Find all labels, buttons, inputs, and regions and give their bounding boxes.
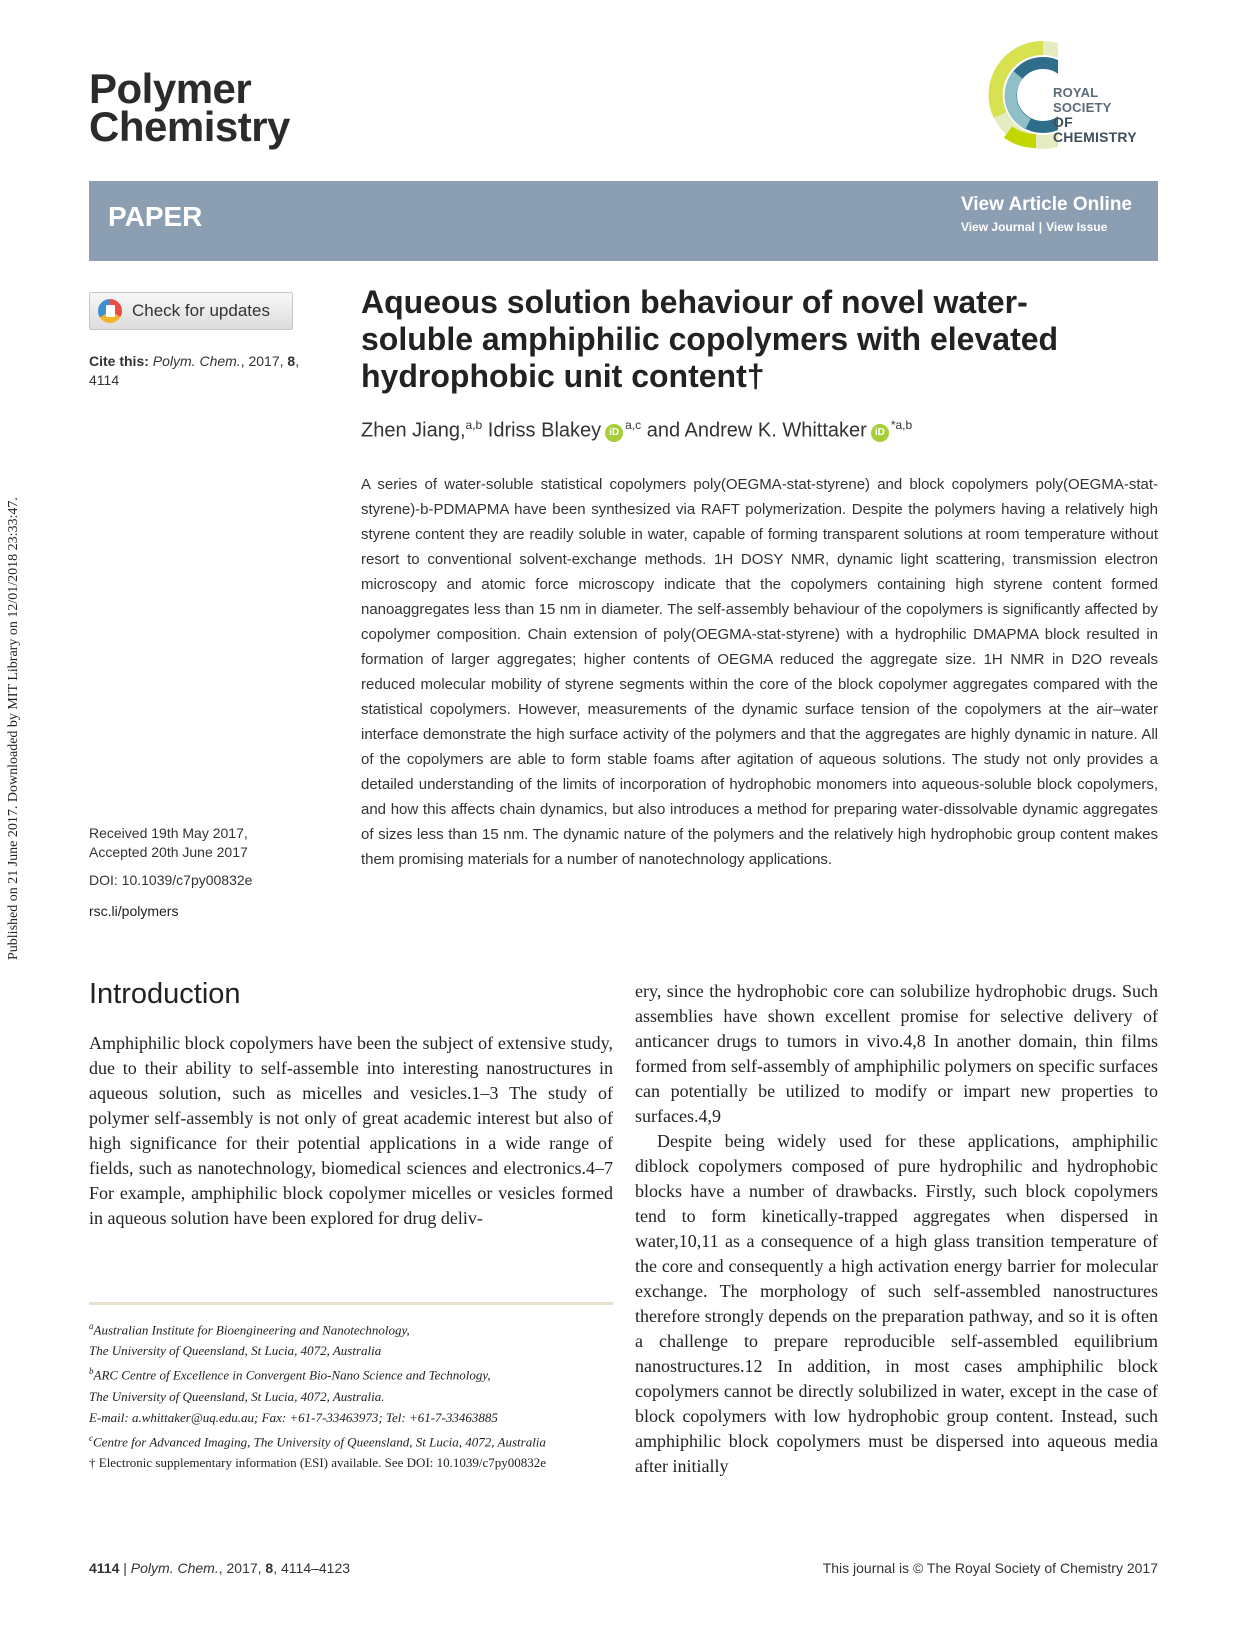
page-footer-citation	[89, 1560, 350, 1576]
affiliation-a-mark: a	[89, 1321, 94, 1331]
download-note-text: Published on 21 June 2017. Downloaded by MIT Library on 12/01/2018 23:33:47.	[6, 497, 21, 960]
article-links	[961, 194, 1132, 234]
affiliation-c	[89, 1428, 613, 1452]
cite-journal: Polym. Chem.	[152, 353, 241, 369]
check-for-updates-label: Check for updates	[132, 301, 270, 320]
crossmark-icon	[98, 299, 122, 323]
accepted-date: Accepted 20th June 2017	[89, 844, 248, 860]
author-3-affiliation: *a,b	[890, 418, 913, 432]
footer-journal: Polym. Chem.	[130, 1560, 219, 1576]
footer-year: , 2017,	[218, 1560, 266, 1576]
rsc-logo-line2: OF CHEMISTRY	[1053, 114, 1137, 145]
footnotes	[89, 1316, 613, 1473]
affiliation-a	[89, 1316, 613, 1340]
footer-separator: |	[119, 1560, 131, 1576]
footnote-divider	[89, 1302, 613, 1305]
cite-year: , 2017,	[240, 353, 288, 369]
journal-url[interactable]: rsc.li/polymers	[89, 903, 179, 919]
article-dates	[89, 824, 329, 921]
cite-pages: 4114	[89, 372, 120, 388]
author-1-affiliation: a,b	[465, 418, 483, 432]
page-number: 4114	[89, 1560, 120, 1576]
orcid-icon[interactable]: iD	[605, 424, 623, 442]
check-for-updates-button[interactable]	[89, 292, 293, 330]
body-column-right	[635, 979, 1158, 1479]
affiliation-c-line: Centre for Advanced Imaging, The University of Queensland, St Lucia, 4072, Australia	[93, 1433, 546, 1449]
footer-pages: , 4114–4123	[273, 1560, 351, 1576]
journal-title-line2: Chemistry	[89, 103, 290, 150]
author-2-affiliation: a,c	[625, 418, 642, 432]
article-type-label: PAPER	[108, 201, 203, 232]
footer-volume: 8	[265, 1560, 274, 1576]
copyright-notice: This journal is © The Royal Society of Chemistry 2017	[822, 1560, 1158, 1576]
view-journal-link[interactable]: View Journal	[960, 220, 1035, 234]
author-2[interactable]: Idriss Blakey	[482, 419, 602, 442]
view-issue-link[interactable]: View Issue	[1046, 220, 1108, 234]
view-article-online-link[interactable]: View Article Online	[960, 194, 1132, 215]
rsc-logo	[988, 40, 1158, 150]
cite-comma: ,	[295, 353, 300, 369]
body-paragraph: Despite being widely used for these applications, amphiphilic diblock copolymers composed of pure hydrophilic and hydrophobic blocks have a number of drawbacks. Firstly, such block copolymers tend to form kinetically-trapped aggregates when dispersed in water,10,11 as a consequence of a high glass transition temperature of the core and consequently a high activation energy barrier for molecular exchange. The morphology of such self-assembled nanostructures therefore strongly depends on the preparation pathway, and so it is often a challenge to prepare reproducible self-assembled equilibrium nanostructures.12 In addition, in most cases amphiphilic block copolymers cannot be directly solubilized in water, except in the case of block copolymers with low hydrophobic group content. Instead, such amphiphilic block copolymers must be dispersed into aqueous media after initially	[635, 1131, 1158, 1476]
orcid-icon[interactable]: iD	[871, 424, 889, 442]
body-column-left	[89, 1031, 613, 1231]
cite-prefix: Cite this:	[89, 353, 149, 369]
affiliation-c-mark: c	[89, 1432, 93, 1443]
affiliation-b	[89, 1361, 613, 1385]
cite-this	[89, 352, 329, 390]
contact-email[interactable]: E-mail: a.whittaker@uq.edu.au; Fax: +61-7-33463973; Tel: +61-7-33463885	[89, 1409, 498, 1425]
body-paragraph: ery, since the hydrophobic core can solubilize hydrophobic drugs. Such assemblies have shown excellent promise for selective delivery of anticancer drugs to tumors in vivo.4,8 In another domain, thin films formed from self-assembly of amphiphilic polymers on specific surfaces can potentially be utilized to modify or impart new properties to surfaces.4,9	[635, 981, 1158, 1126]
rsc-logo-line1: ROYAL SOCIETY	[1053, 85, 1112, 115]
affiliation-a-line2: The University of Queensland, St Lucia, 4072, Australia	[89, 1343, 382, 1359]
rsc-logo-text	[1053, 85, 1158, 145]
article-type-banner	[89, 181, 1158, 261]
article-title: Aqueous solution behaviour of novel water-soluble amphiphilic copolymers with elevated hydrophobic unit content†	[361, 284, 1059, 394]
journal-title-line1: Polymer	[89, 65, 252, 112]
author-3[interactable]: and Andrew K. Whittaker	[641, 419, 867, 442]
view-links	[961, 220, 1132, 234]
rsc-logo-icon	[988, 40, 1058, 150]
affiliation-b-line1: ARC Centre of Excellence in Convergent Bio-Nano Science and Technology,	[93, 1367, 491, 1383]
journal-title	[89, 65, 290, 150]
affiliation-b-line2: The University of Queensland, St Lucia, 4072, Australia.	[89, 1388, 385, 1404]
abstract: A series of water-soluble statistical copolymers poly(OEGMA-stat-styrene) and block copolymers poly(OEGMA-stat-styrene)-b-PDMAPMA have been synthesized via RAFT polymerization. Despite the polymers having a relatively high styrene content they are readily soluble in water, capable of forming transparent solutions at room temperature without resort to conventional solvent-exchange methods. 1H DOSY NMR, dynamic light scattering, transmission electron microscopy and atomic force microscopy indicate that the copolymers containing high styrene content formed nanoaggregates less than 15 nm in diameter. The self-assembly behaviour of the copolymers is significantly affected by copolymer composition. Chain extension of poly(OEGMA-stat-styrene) with a hydrophilic DMAPMA block resulted in formation of larger aggregates; higher contents of OEGMA reduced the aggregate size. 1H NMR in D2O reveals reduced molecular mobility of styrene segments within the core of the block copolymer aggregates compared with the statistical copolymers. However, measurements of the dynamic surface tension of the copolymers at the air–water interface demonstrate the high surface activity of the polymers and that the aggregates are highly dynamic in nature. All of the copolymers are able to form stable foams after agitation of aqueous solutions. The study not only provides a detailed understanding of the limits of incorporation of hydrophobic monomers into aqueous-soluble block copolymers, and how this affects chain dynamics, but also introduces a method for preparing water-dissolvable dynamic aggregates of sizes less than 15 nm. The dynamic nature of the polymers and the relatively high hydrophobic group content makes them promising materials for a number of nanotechnology applications.	[361, 476, 1158, 868]
cite-volume: 8	[287, 353, 296, 369]
link-separator: |	[1038, 220, 1043, 234]
author-1[interactable]: Zhen Jiang,	[361, 419, 466, 442]
download-note	[6, 400, 24, 960]
affiliation-a-line1: Australian Institute for Bioengineering and Nanotechnology,	[93, 1322, 410, 1338]
doi[interactable]: DOI: 10.1039/c7py00832e	[89, 872, 253, 888]
author-list	[361, 418, 912, 443]
received-date: Received 19th May 2017,	[89, 825, 248, 841]
section-heading-introduction: Introduction	[89, 978, 241, 1010]
esi-note: † Electronic supplementary information (ESI) available. See DOI: 10.1039/c7py00832e	[89, 1454, 547, 1470]
affiliation-b-mark: b	[89, 1366, 94, 1377]
body-paragraph: Amphiphilic block copolymers have been the subject of extensive study, due to their ability to self-assemble into interesting nanostructures in aqueous solution, such as micelles and vesicles.1–3 The study of polymer self-assembly is not only of great academic interest but also of high significance for their potential applications in a wide range of fields, such as nanotechnology, biomedical sciences and electronics.4–7 For example, amphiphilic block copolymer micelles or vesicles formed in aqueous solution have been explored for drug deliv-	[89, 1033, 613, 1228]
